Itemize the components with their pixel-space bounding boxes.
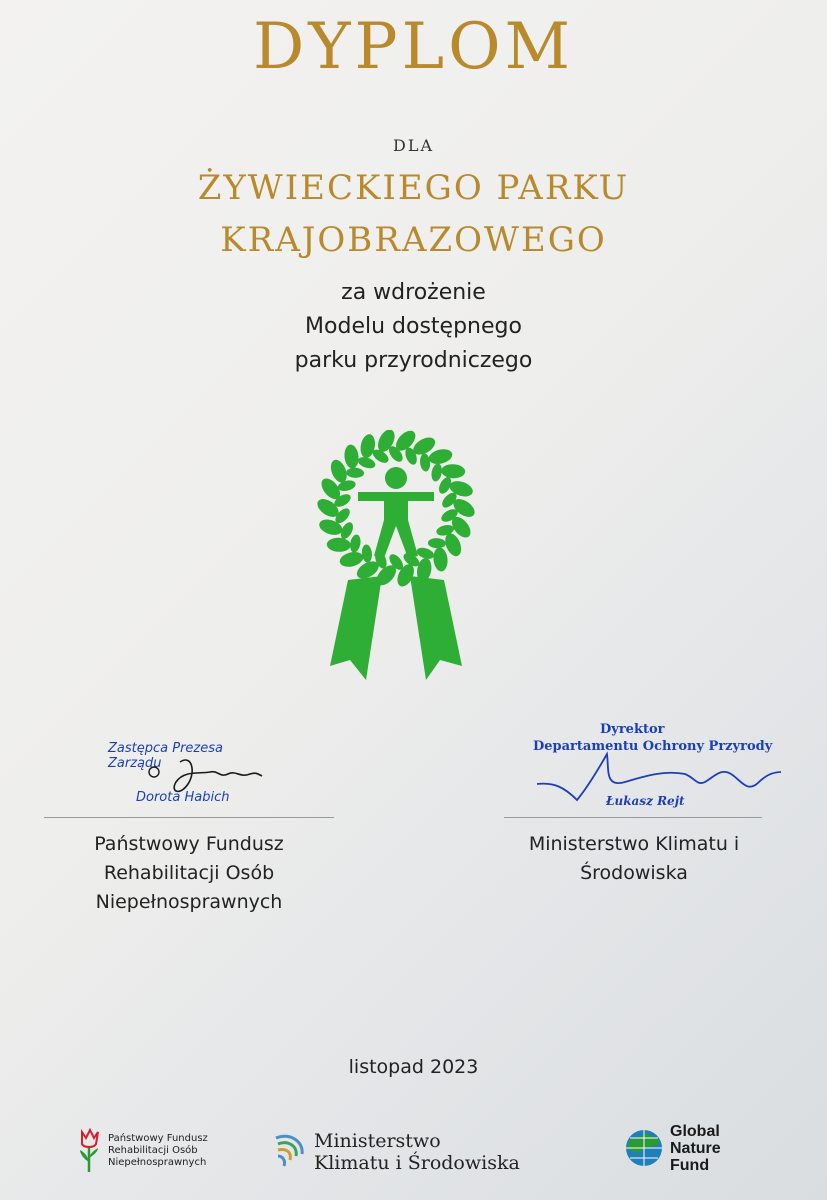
- wreath-leaf: [427, 447, 454, 466]
- for-label: DLA: [392, 136, 434, 155]
- left-signature-line: [44, 817, 334, 818]
- gnf-logo: [624, 1118, 721, 1178]
- right-organization: [504, 830, 764, 888]
- gnf-logo-line-1: Global: [670, 1122, 720, 1140]
- right-org-line-1: Ministerstwo Klimatu i: [528, 833, 740, 855]
- reason-line-2: Modelu dostępnego: [305, 314, 522, 339]
- right-signature-line: [504, 817, 762, 818]
- wreath-leaf: [327, 537, 352, 552]
- pfron-logo-line-3: Niepełnosprawnych: [108, 1157, 207, 1168]
- wreath-leaf: [361, 544, 373, 563]
- wreath-leaf: [346, 467, 364, 478]
- wreath-leaf: [428, 538, 446, 549]
- wreath-leaf: [343, 444, 359, 469]
- left-org-line-2: Rehabilitacji Osób: [103, 862, 275, 884]
- pfron-logo-line-2: Rehabilitacji Osób: [108, 1145, 198, 1156]
- left-signer-role: Zastępca Prezesa Zarządu: [108, 741, 223, 771]
- gnf-logo-line-2: Nature: [670, 1139, 721, 1157]
- mkis-logo-line-1: Ministerstwo: [314, 1130, 441, 1152]
- pfron-logo-line-1: Państwowy Fundusz: [108, 1133, 208, 1144]
- mkis-spiral-icon: [272, 1132, 306, 1172]
- left-org-line-3: Niepełnosprawnych: [95, 891, 283, 913]
- right-org-line-2: Środowiska: [580, 862, 688, 884]
- left-signer-name: Dorota Habich: [136, 790, 230, 805]
- left-organization: [44, 830, 334, 917]
- recipient-line-2: KRAJOBRAZOWEGO: [220, 220, 607, 260]
- diploma-date: listopad 2023: [348, 1056, 479, 1078]
- right-signer-role-1: Dyrektor: [600, 722, 665, 737]
- wreath-leaf: [432, 547, 448, 572]
- diploma-title: DYPLOM: [252, 10, 575, 84]
- left-org-line-1: Państwowy Fundusz: [94, 833, 284, 855]
- gnf-logo-line-3: Fund: [670, 1156, 710, 1174]
- wreath-leaf: [338, 550, 365, 569]
- pfron-tulip-icon: [76, 1128, 102, 1174]
- wreath-leaf: [419, 453, 431, 472]
- pfron-logo: [76, 1128, 208, 1174]
- right-signer-name: Łukasz Rejt: [606, 794, 685, 808]
- recipient-line-1: ŻYWIECKIEGO PARKU: [197, 168, 630, 208]
- wreath-leaf: [349, 534, 362, 554]
- wreath-leaf: [441, 464, 466, 479]
- gnf-globe-icon: [624, 1118, 664, 1178]
- right-signer-role-2: Departamentu Ochrony Przyrody: [533, 739, 773, 754]
- mkis-logo: [272, 1130, 520, 1174]
- reason-line-3: parku przyrodniczego: [294, 348, 533, 373]
- wreath-leaf: [430, 463, 443, 483]
- mkis-logo-line-2: Klimatu i Środowiska: [314, 1152, 520, 1174]
- reason-line-1: za wdrożenie: [341, 280, 486, 305]
- accessibility-rosette-icon: [310, 430, 480, 690]
